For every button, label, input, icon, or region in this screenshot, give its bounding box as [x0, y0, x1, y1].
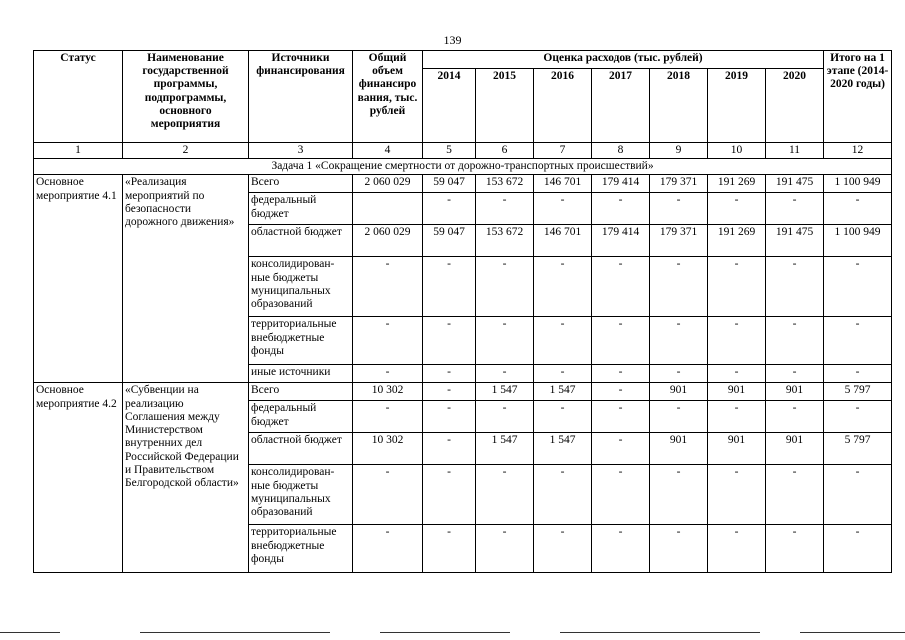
value-cell: 179 371 [650, 225, 708, 257]
value-cell: - [766, 401, 824, 433]
funding-source: областной бюджет [249, 433, 353, 465]
header-year: 2018 [650, 69, 708, 143]
funding-source: Всего [249, 175, 353, 193]
column-index: 9 [650, 143, 708, 159]
value-cell: 1 547 [534, 383, 592, 401]
value-cell: 191 475 [766, 225, 824, 257]
header-year: 2015 [476, 69, 534, 143]
value-cell: - [534, 465, 592, 525]
value-cell: - [766, 193, 824, 225]
value-cell: 191 269 [708, 225, 766, 257]
value-cell: - [592, 383, 650, 401]
value-cell: - [824, 465, 892, 525]
value-cell: 10 302 [353, 433, 423, 465]
value-cell: - [534, 193, 592, 225]
value-cell: - [824, 257, 892, 317]
value-cell: 5 797 [824, 433, 892, 465]
column-index: 11 [766, 143, 824, 159]
value-cell: - [708, 193, 766, 225]
task-row [34, 159, 892, 175]
value-cell: 146 701 [534, 175, 592, 193]
value-cell: - [824, 193, 892, 225]
value-cell: 59 047 [423, 225, 476, 257]
page-number: 139 [443, 33, 462, 47]
value-cell: - [708, 317, 766, 365]
value-cell: - [592, 525, 650, 573]
value-cell: - [423, 383, 476, 401]
column-index-row [34, 143, 892, 159]
task-title: Задача 1 «Сокращение смертности от дорожно-транспортных происшествий» [34, 159, 892, 175]
value-cell: - [650, 317, 708, 365]
column-index: 10 [708, 143, 766, 159]
value-cell: - [650, 525, 708, 573]
value-cell: - [353, 317, 423, 365]
value-cell: 191 475 [766, 175, 824, 193]
group-status: Основное мероприятие 4.2 [34, 383, 123, 573]
value-cell: - [353, 257, 423, 317]
value-cell: - [353, 401, 423, 433]
value-cell: - [534, 317, 592, 365]
value-cell: - [476, 257, 534, 317]
table-row [34, 383, 892, 401]
funding-source: территориальные внебюджетные фонды [249, 525, 353, 573]
value-cell: - [423, 465, 476, 525]
value-cell: - [708, 401, 766, 433]
value-cell: - [650, 365, 708, 383]
value-cell [353, 193, 423, 225]
value-cell: - [534, 365, 592, 383]
group-status: Основное мероприятие 4.1 [34, 175, 123, 383]
value-cell: 153 672 [476, 175, 534, 193]
header-year: 2017 [592, 69, 650, 143]
page-bottom-rule [0, 632, 905, 634]
value-cell: - [766, 525, 824, 573]
funding-source: консолидирован-ные бюджеты муниципальных образований [249, 257, 353, 317]
header-estimate: Оценка расходов (тыс. рублей) [423, 51, 824, 69]
value-cell: - [423, 257, 476, 317]
value-cell: - [423, 433, 476, 465]
value-cell: 153 672 [476, 225, 534, 257]
column-index: 5 [423, 143, 476, 159]
header-year: 2019 [708, 69, 766, 143]
funding-source: консолидирован-ные бюджеты муниципальных образований [249, 465, 353, 525]
value-cell: 901 [650, 433, 708, 465]
value-cell: 179 371 [650, 175, 708, 193]
value-cell: - [708, 257, 766, 317]
value-cell: 59 047 [423, 175, 476, 193]
column-index: 8 [592, 143, 650, 159]
value-cell: 1 547 [476, 383, 534, 401]
value-cell: 901 [708, 433, 766, 465]
value-cell: - [592, 257, 650, 317]
header-total: Общий объем финансиро вания, тыс. рублей [353, 51, 423, 143]
value-cell: - [534, 257, 592, 317]
value-cell: - [353, 525, 423, 573]
group-name: «Реализация мероприятий по безопасности дорожного движения» [123, 175, 249, 383]
value-cell: - [592, 317, 650, 365]
funding-source: иные источники [249, 365, 353, 383]
value-cell: - [423, 317, 476, 365]
funding-source: областной бюджет [249, 225, 353, 257]
value-cell: - [592, 365, 650, 383]
value-cell: - [534, 401, 592, 433]
value-cell: 901 [766, 433, 824, 465]
value-cell: - [708, 365, 766, 383]
value-cell: - [766, 257, 824, 317]
value-cell: - [650, 257, 708, 317]
value-cell: - [766, 365, 824, 383]
value-cell: - [708, 525, 766, 573]
value-cell: - [476, 317, 534, 365]
header-stage-total: Итого на 1 этапе (2014-2020 годы) [824, 51, 892, 143]
value-cell: 10 302 [353, 383, 423, 401]
value-cell: 1 547 [476, 433, 534, 465]
column-index: 2 [123, 143, 249, 159]
value-cell: - [592, 433, 650, 465]
value-cell: 179 414 [592, 225, 650, 257]
funding-source: территориальные внебюджетные фонды [249, 317, 353, 365]
column-index: 6 [476, 143, 534, 159]
value-cell: 2 060 029 [353, 225, 423, 257]
value-cell: - [824, 317, 892, 365]
value-cell: - [824, 401, 892, 433]
group-name: «Субвенции на реализацию Соглашения между Министерством внутренних дел Российской Федерации и Правительством Белгородской области» [123, 383, 249, 573]
value-cell: - [353, 365, 423, 383]
column-index: 12 [824, 143, 892, 159]
header-year: 2016 [534, 69, 592, 143]
value-cell: - [650, 193, 708, 225]
value-cell: - [824, 365, 892, 383]
value-cell: - [766, 465, 824, 525]
value-cell: - [650, 401, 708, 433]
value-cell: - [476, 365, 534, 383]
value-cell: - [423, 525, 476, 573]
value-cell: 901 [650, 383, 708, 401]
header-year: 2020 [766, 69, 824, 143]
funding-source: федеральный бюджет [249, 401, 353, 433]
value-cell: - [708, 465, 766, 525]
value-cell: - [423, 365, 476, 383]
value-cell: 5 797 [824, 383, 892, 401]
column-index: 4 [353, 143, 423, 159]
value-cell: 901 [708, 383, 766, 401]
column-index: 7 [534, 143, 592, 159]
table-row [34, 175, 892, 193]
funding-source: Всего [249, 383, 353, 401]
value-cell: - [476, 525, 534, 573]
header-status: Статус [34, 51, 123, 143]
value-cell: - [592, 401, 650, 433]
column-index: 1 [34, 143, 123, 159]
value-cell: - [423, 401, 476, 433]
value-cell: 2 060 029 [353, 175, 423, 193]
value-cell: - [476, 401, 534, 433]
value-cell: - [824, 525, 892, 573]
value-cell: - [592, 465, 650, 525]
value-cell: - [766, 317, 824, 365]
value-cell: 146 701 [534, 225, 592, 257]
value-cell: - [423, 193, 476, 225]
value-cell: 1 100 949 [824, 175, 892, 193]
value-cell: 1 547 [534, 433, 592, 465]
column-index: 3 [249, 143, 353, 159]
funding-source: федеральный бюджет [249, 193, 353, 225]
value-cell: - [592, 193, 650, 225]
value-cell: - [650, 465, 708, 525]
header-program: Наименование государственной программы, подпрограммы, основного мероприятия [123, 51, 249, 143]
header-year: 2014 [423, 69, 476, 143]
budget-table [33, 50, 892, 573]
value-cell: 191 269 [708, 175, 766, 193]
value-cell: - [534, 525, 592, 573]
value-cell: 1 100 949 [824, 225, 892, 257]
header-sources: Источники финансирования [249, 51, 353, 143]
value-cell: - [353, 465, 423, 525]
value-cell: 901 [766, 383, 824, 401]
value-cell: 179 414 [592, 175, 650, 193]
value-cell: - [476, 193, 534, 225]
value-cell: - [476, 465, 534, 525]
